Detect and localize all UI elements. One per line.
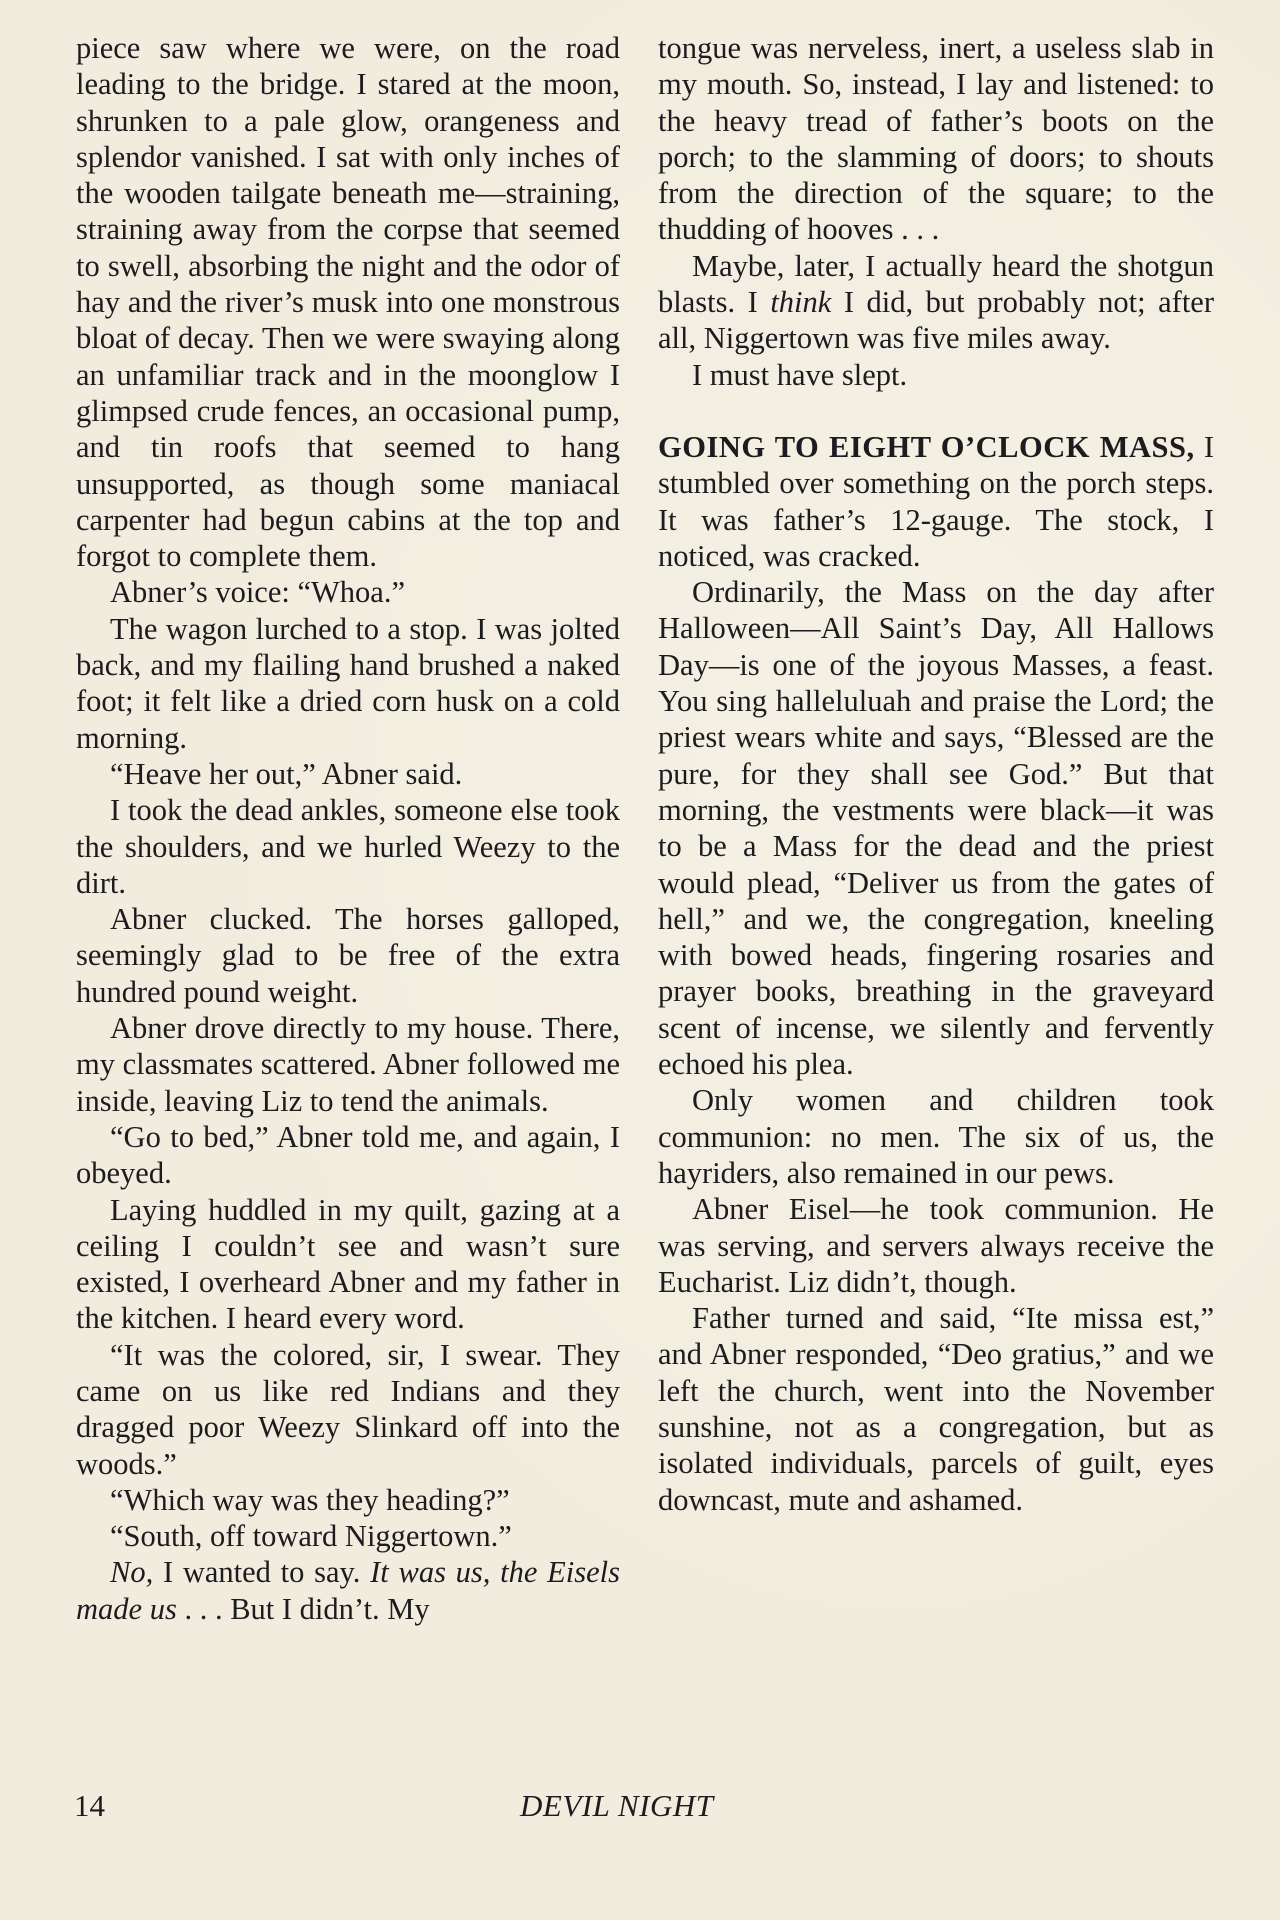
italic-text: No,	[110, 1555, 154, 1590]
paragraph: The wagon lurched to a stop. I was jolted back, and my flailing hand brushed a naked foot; it felt like a dried corn husk on a cold morning.	[76, 611, 620, 755]
paragraph	[76, 1554, 620, 1627]
text-run: I stumbled over something on the porch steps. It was father’s 12-gauge. The stock, I noticed, was cracked.	[658, 429, 1214, 573]
paragraph: I must have slept.	[692, 357, 908, 392]
text-run: I did, but probably not; after all, Niggertown was five miles away.	[658, 285, 1214, 356]
section-heading: GOING TO EIGHT O’CLOCK MASS,	[658, 429, 1195, 464]
paragraph	[658, 248, 1214, 357]
paragraph: piece saw where we were, on the road leading to the bridge. I stared at the moon, shrunken to a pale glow, orangeness and splendor vanished. I sat with only inches of the wooden tailgate beneath me—straining, straining away from the corpse that seemed to swell, absorbing the night and the odor of hay and the river’s musk into one monstrous bloat of decay. Then we were swaying along an unfamiliar track and in the moonglow I glimpsed crude fences, an occasional pump, and tin roofs that seemed to hang unsupported, as though some maniacal carpenter had begun cabins at the top and forgot to complete them.	[76, 31, 620, 574]
paragraph: Laying huddled in my quilt, gazing at a ceiling I couldn’t see and wasn’t sure existed, I overheard Abner and my father in the kitchen. I heard every word.	[76, 1192, 620, 1336]
paragraph: Abner drove directly to my house. There, my classmates scattered. Abner followed me inside, leaving Liz to tend the animals.	[76, 1011, 620, 1118]
paragraph: Abner Eisel—he took communion. He was serving, and servers always receive the Eucharist. Liz didn’t, though.	[658, 1192, 1214, 1299]
paragraph: Ordinarily, the Mass on the day after Halloween—All Saint’s Day, All Hallows Day—is one of the joyous Masses, a feast. You sing halleluluah and praise the Lord; the priest wears white and says, “Blessed are the pure, for they shall see God.” But that morning, the vestments were black—it was to be a Mass for the dead and the priest would plead, “Deliver us from the gates of hell,” and we, the congregation, kneeling with bowed heads, fingering rosaries and prayer books, breathing in the graveyard scent of incense, we silently and fervently echoed his plea.	[658, 575, 1214, 1082]
text-run: I wanted to say.	[153, 1555, 371, 1590]
paragraph: “Which way was they heading?”	[110, 1482, 510, 1517]
paragraph: “South, off toward Niggertown.”	[110, 1519, 512, 1554]
paragraph: Abner clucked. The horses galloped, seemingly glad to be free of the extra hundred pound weight.	[76, 902, 620, 1009]
left-column	[76, 30, 620, 1627]
paragraph: “It was the colored, sir, I swear. They came on us like red Indians and they dragged poor Weezy Slinkard off into the woods.”	[76, 1337, 620, 1481]
paragraph: tongue was nerveless, inert, a useless slab in my mouth. So, instead, I lay and listened: to the heavy tread of father’s boots on the porch; to the slamming of doors; to shouts from the direction of the square; to the thudding of hooves . . .	[658, 31, 1214, 247]
paragraph: “Heave her out,” Abner said.	[110, 756, 463, 791]
italic-text: think	[770, 285, 832, 320]
text-run: . . . But I didn’t. My	[176, 1591, 430, 1626]
paragraph: I took the dead ankles, someone else took the shoulders, and we hurled Weezy to the dirt.	[76, 793, 620, 900]
paragraph: Only women and children took communion: no men. The six of us, the hayriders, also remained in our pews.	[658, 1083, 1214, 1190]
running-title: DEVIL NIGHT	[520, 1788, 714, 1823]
page-footer	[0, 1788, 1280, 1828]
paragraph: Father turned and said, “Ite missa est,” and Abner responded, “Deo gratius,” and we left the church, went into the November sunshine, not as a congregation, but as isolated individuals, parcels of guilt, eyes downcast, mute and ashamed.	[658, 1301, 1214, 1517]
paragraph: Abner’s voice: “Whoa.”	[110, 575, 405, 610]
right-column	[658, 30, 1214, 1518]
section-opening-paragraph	[658, 429, 1214, 574]
italic-text: It was us, the Eisels made us	[76, 1555, 620, 1626]
text-run: Maybe, later, I actually heard the shotgun blasts. I	[658, 248, 1214, 320]
paragraph: “Go to bed,” Abner told me, and again, I obeyed.	[76, 1119, 620, 1191]
page-number: 14	[74, 1788, 105, 1823]
